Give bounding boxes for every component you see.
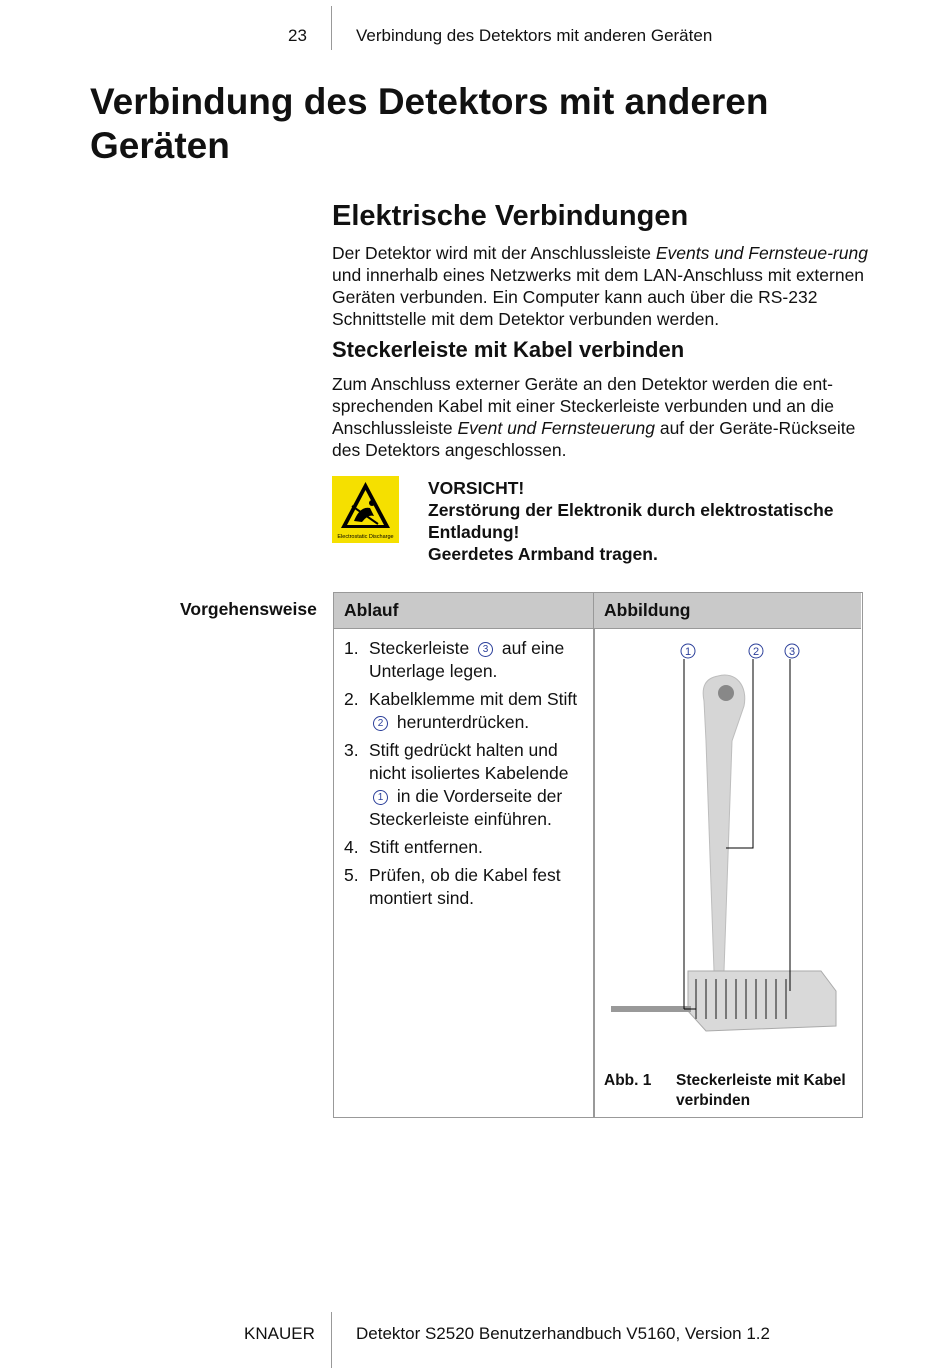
callout-label-2: 2 <box>752 646 760 658</box>
subsection-text-b: auf der Geräte-Rückseite des Detektors angeschlossen. <box>332 418 856 460</box>
figure-caption-text: Steckerleiste mit Kabel verbinden <box>676 1072 846 1109</box>
warning-line-1: Zerstörung der Elektronik durch elektrostatische Entladung! <box>428 500 834 542</box>
footer-doc-title: Detektor S2520 Benutzerhandbuch V5160, Version 1.2 <box>356 1324 770 1343</box>
step-number: 2. <box>344 689 359 709</box>
step-item <box>344 864 584 910</box>
step-text: Stift entfernen. <box>369 837 483 857</box>
subsection-text-a: Zum Anschluss externer Geräte an den Detektor werden die ent-sprechenden Kabel mit einer Steckerleiste verbunden und an die Anschlussleiste <box>332 374 834 438</box>
subsection-heading: Steckerleiste mit Kabel verbinden <box>332 337 685 362</box>
step-item <box>344 739 584 831</box>
header-page-number: 23 <box>288 26 307 45</box>
step-item <box>344 836 584 859</box>
footer-divider <box>331 1312 332 1368</box>
callout-3-icon: 3 <box>478 642 493 657</box>
callout-label-1: 1 <box>684 646 692 658</box>
step-number: 5. <box>344 865 359 885</box>
terminal-strip-figure <box>596 631 861 1051</box>
page-title: Verbindung des Detektors mit anderen Geräten <box>90 81 769 166</box>
header-divider <box>331 6 332 50</box>
step-text: Prüfen, ob die Kabel fest montiert sind. <box>369 865 561 908</box>
step-text: Kabelklemme mit dem Stift <box>369 689 578 709</box>
step-item <box>344 688 584 734</box>
step-item <box>344 637 584 683</box>
section-paragraph <box>332 242 872 330</box>
section-text-a: Der Detektor wird mit der Anschlussleiste <box>332 243 656 263</box>
warning-block <box>428 477 888 565</box>
esd-icon-label: Electrostatic Discharge <box>337 534 394 540</box>
callout-2-icon: 2 <box>373 716 388 731</box>
table-column-divider <box>593 629 595 1117</box>
procedure-table <box>333 592 863 1118</box>
figure-caption-label: Abb. 1 <box>604 1072 652 1089</box>
subsection-text-italic: Event und Fernsteuerung <box>457 418 655 438</box>
step-text: Stift gedrückt halten und nicht isoliertes Kabelende <box>369 740 569 783</box>
step-text-cont: auf eine Unterlage legen. <box>369 638 565 681</box>
esd-warning-icon <box>332 476 399 543</box>
procedure-side-label: Vorgehensweise <box>180 599 317 619</box>
section-heading: Elektrische Verbindungen <box>332 200 689 232</box>
step-number: 3. <box>344 740 359 760</box>
step-list <box>344 637 584 915</box>
table-header-abbildung: Abbildung <box>594 593 861 629</box>
callout-label-3: 3 <box>788 646 796 658</box>
subsection-paragraph <box>332 373 872 461</box>
callout-1-icon: 1 <box>373 790 388 805</box>
warning-title: VORSICHT! <box>428 478 525 498</box>
step-text: Steckerleiste <box>369 638 475 658</box>
table-header-ablauf: Ablauf <box>334 593 594 629</box>
section-text-italic: Events und Fernsteue-rung <box>655 243 868 263</box>
step-text-cont: in die Vorderseite der Steckerleiste einführen. <box>369 786 563 829</box>
step-number: 1. <box>344 638 359 658</box>
footer-brand: KNAUER <box>244 1324 315 1343</box>
header-section-title: Verbindung des Detektors mit anderen Geräten <box>356 26 713 45</box>
section-text-b: und innerhalb eines Netzwerks mit dem LAN-Anschluss mit externen Geräten verbunden. Ein Computer kann auch über die RS-232 Schnittstelle mit dem Detektor verbunden werden. <box>332 265 865 329</box>
warning-line-2: Geerdetes Armband tragen. <box>428 544 658 564</box>
step-text-cont: herunterdrücken. <box>392 712 530 732</box>
step-number: 4. <box>344 837 359 857</box>
